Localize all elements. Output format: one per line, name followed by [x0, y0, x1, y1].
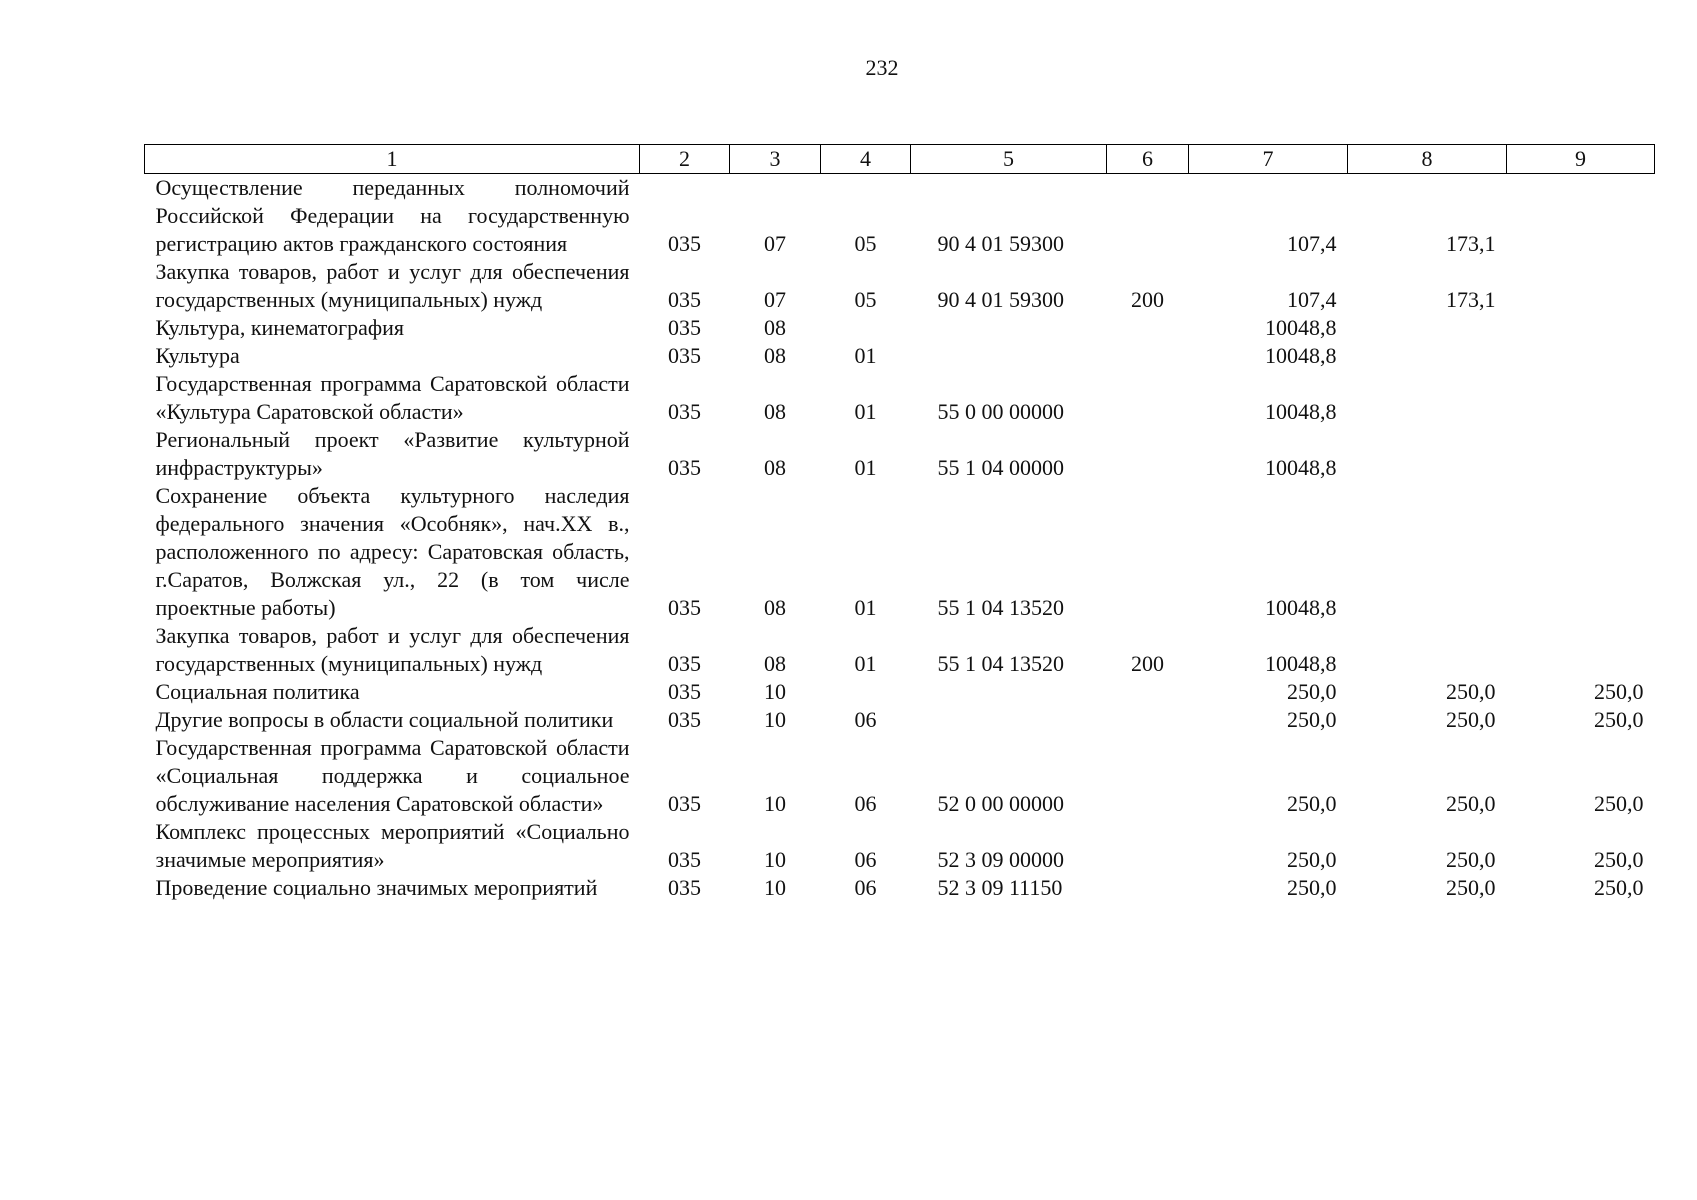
cell-code-4: 06	[854, 875, 877, 900]
cell-code-6	[1107, 874, 1189, 902]
cell-code-2: 035	[668, 287, 701, 312]
cell-code-3: 10	[764, 679, 786, 704]
cell-code-3: 08	[764, 343, 786, 368]
header-row	[145, 145, 1655, 174]
cell-value-7: 10048,8	[1265, 651, 1337, 676]
cell-value-9: 250,0	[1594, 707, 1644, 732]
cell-code-4: 06	[854, 707, 877, 732]
table-row	[145, 818, 1655, 874]
cell-value-7: 250,0	[1287, 847, 1337, 872]
cell-code-6	[1107, 818, 1189, 874]
cell-name: Культура, кинематография	[155, 315, 405, 340]
header-cell-9: 9	[1507, 145, 1655, 174]
cell-value-7: 250,0	[1287, 875, 1337, 900]
cell-value-7: 10048,8	[1265, 343, 1337, 368]
cell-value-8	[1348, 342, 1507, 370]
cell-code-6	[1107, 426, 1189, 482]
cell-code-6: 200	[1131, 651, 1164, 676]
table-body	[145, 174, 1655, 903]
cell-value-9	[1507, 342, 1655, 370]
cell-code-6	[1107, 314, 1189, 342]
cell-code-4: 06	[854, 791, 877, 816]
cell-value-8	[1348, 482, 1507, 622]
cell-value-9: 250,0	[1594, 679, 1644, 704]
cell-value-8: 250,0	[1446, 847, 1496, 872]
cell-code-3: 08	[764, 399, 786, 424]
cell-code-4: 01	[854, 651, 877, 676]
cell-value-8: 250,0	[1446, 679, 1496, 704]
cell-value-8: 173,1	[1446, 287, 1496, 312]
cell-name: Закупка товаров, работ и услуг для обеспечения государственных (муниципальных) нужд	[155, 623, 630, 676]
cell-value-9: 250,0	[1594, 847, 1644, 872]
cell-code-3: 07	[764, 287, 786, 312]
header-cell-6: 6	[1107, 145, 1189, 174]
cell-value-9	[1507, 314, 1655, 342]
cell-value-8: 250,0	[1446, 875, 1496, 900]
cell-name: Другие вопросы в области социальной политики	[155, 707, 614, 732]
cell-value-8	[1348, 370, 1507, 426]
cell-code-4: 01	[854, 595, 877, 620]
cell-code-4: 01	[854, 343, 877, 368]
cell-code-5	[911, 706, 1107, 734]
table-row	[145, 314, 1655, 342]
cell-code-5: 52 3 09 00000	[937, 847, 1064, 872]
table-row	[145, 706, 1655, 734]
cell-name: Культура	[155, 343, 240, 368]
table-row	[145, 426, 1655, 482]
cell-code-5: 55 1 04 00000	[937, 455, 1064, 480]
page-number: 232	[865, 55, 899, 80]
cell-code-3: 08	[764, 595, 786, 620]
cell-code-3: 07	[764, 231, 786, 256]
cell-code-3: 10	[764, 791, 786, 816]
cell-code-4: 05	[854, 231, 877, 256]
budget-table	[144, 144, 1655, 902]
cell-code-4: 06	[854, 847, 877, 872]
cell-code-4: 01	[854, 399, 877, 424]
cell-code-3: 08	[764, 455, 786, 480]
cell-value-9: 250,0	[1594, 875, 1644, 900]
cell-code-5: 55 1 04 13520	[937, 595, 1064, 620]
cell-code-6: 200	[1131, 287, 1164, 312]
cell-code-5: 52 0 00 00000	[937, 791, 1064, 816]
cell-code-2: 035	[668, 455, 701, 480]
cell-code-2: 035	[668, 707, 701, 732]
header-cell-8: 8	[1348, 145, 1507, 174]
cell-code-5	[911, 342, 1107, 370]
cell-code-5: 90 4 01 59300	[937, 287, 1064, 312]
cell-code-2: 035	[668, 847, 701, 872]
cell-code-4: 05	[854, 287, 877, 312]
table-row	[145, 678, 1655, 706]
cell-code-3: 10	[764, 847, 786, 872]
cell-value-9	[1507, 174, 1655, 259]
cell-code-6	[1107, 706, 1189, 734]
cell-code-3: 10	[764, 875, 786, 900]
cell-name: Осуществление переданных полномочий Российской Федерации на государственную регистрацию актов гражданского состояния	[155, 175, 630, 256]
cell-code-2: 035	[668, 791, 701, 816]
cell-code-5: 52 3 09 11150	[937, 875, 1063, 900]
cell-name: Государственная программа Саратовской области «Культура Саратовской области»	[155, 371, 630, 424]
cell-code-6	[1107, 174, 1189, 259]
cell-name: Социальная политика	[155, 679, 360, 704]
cell-value-7: 10048,8	[1265, 315, 1337, 340]
header-cell-2: 2	[640, 145, 730, 174]
table-row	[145, 370, 1655, 426]
cell-code-6	[1107, 342, 1189, 370]
cell-value-8: 250,0	[1446, 707, 1496, 732]
cell-code-4: 01	[854, 455, 877, 480]
cell-value-9: 250,0	[1594, 791, 1644, 816]
cell-name: Государственная программа Саратовской области «Социальная поддержка и социальное обслуживание населения Саратовской области»	[155, 735, 630, 816]
cell-code-4	[821, 678, 911, 706]
table-row	[145, 342, 1655, 370]
cell-value-7: 10048,8	[1265, 595, 1337, 620]
cell-value-7: 10048,8	[1265, 455, 1337, 480]
cell-code-2: 035	[668, 651, 701, 676]
cell-code-6	[1107, 678, 1189, 706]
cell-name: Закупка товаров, работ и услуг для обеспечения государственных (муниципальных) нужд	[155, 259, 630, 312]
cell-value-8	[1348, 314, 1507, 342]
cell-value-8	[1348, 622, 1507, 678]
cell-code-2: 035	[668, 875, 701, 900]
cell-value-8: 173,1	[1446, 231, 1496, 256]
cell-code-5: 90 4 01 59300	[937, 231, 1064, 256]
cell-code-3: 08	[764, 651, 786, 676]
table-row	[145, 482, 1655, 622]
cell-code-2: 035	[668, 399, 701, 424]
header-cell-1: 1	[145, 145, 640, 174]
cell-code-3: 10	[764, 707, 786, 732]
cell-value-7: 250,0	[1287, 707, 1337, 732]
cell-code-5	[911, 314, 1107, 342]
cell-code-6	[1107, 370, 1189, 426]
cell-value-7: 107,4	[1287, 231, 1337, 256]
header-cell-4: 4	[821, 145, 911, 174]
cell-name: Сохранение объекта культурного наследия федерального значения «Особняк», нач.XX в., расположенного по адресу: Саратовская область, г.Саратов, Волжская ул., 22 (в том числе проектные работы)	[155, 483, 630, 620]
cell-code-2: 035	[668, 679, 701, 704]
header-cell-5: 5	[911, 145, 1107, 174]
cell-code-2: 035	[668, 231, 701, 256]
cell-value-9	[1507, 258, 1655, 314]
header-cell-3: 3	[730, 145, 821, 174]
cell-code-5: 55 1 04 13520	[937, 651, 1064, 676]
cell-value-7: 250,0	[1287, 679, 1337, 704]
cell-code-5	[911, 678, 1107, 706]
cell-value-9	[1507, 426, 1655, 482]
table-row	[145, 258, 1655, 314]
header-cell-7: 7	[1189, 145, 1348, 174]
cell-code-2: 035	[668, 595, 701, 620]
cell-code-5: 55 0 00 00000	[937, 399, 1064, 424]
cell-value-8	[1348, 426, 1507, 482]
table-row	[145, 734, 1655, 818]
cell-code-4	[821, 314, 911, 342]
cell-code-2: 035	[668, 343, 701, 368]
table-row	[145, 174, 1655, 259]
cell-name: Комплекс процессных мероприятий «Социально значимые мероприятия»	[155, 819, 630, 872]
cell-value-8: 250,0	[1446, 791, 1496, 816]
cell-code-6	[1107, 734, 1189, 818]
cell-code-6	[1107, 482, 1189, 622]
cell-value-7: 250,0	[1287, 791, 1337, 816]
cell-name: Региональный проект «Развитие культурной инфраструктуры»	[155, 427, 630, 480]
cell-value-7: 107,4	[1287, 287, 1337, 312]
cell-code-3: 08	[764, 315, 786, 340]
cell-value-9	[1507, 370, 1655, 426]
table-row	[145, 874, 1655, 902]
cell-code-2: 035	[668, 315, 701, 340]
cell-value-7: 10048,8	[1265, 399, 1337, 424]
table-row	[145, 622, 1655, 678]
cell-value-9	[1507, 482, 1655, 622]
cell-name: Проведение социально значимых мероприятий	[155, 875, 598, 900]
cell-value-9	[1507, 622, 1655, 678]
